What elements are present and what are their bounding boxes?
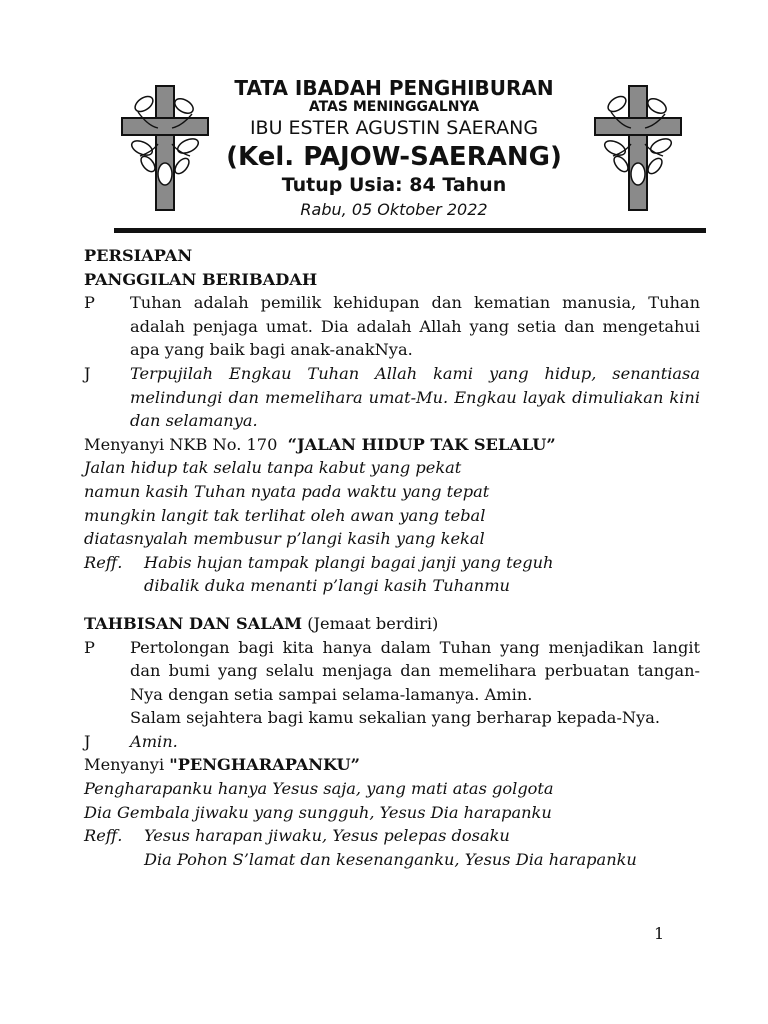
congregation-line (84, 362, 700, 433)
congregation-text: Terpujilah Engkau Tuhan Allah kami yang hidup, senantiasa melindungi dan memelihara umat-Mu. Engkau layak dimuliakan kini dan selamanya. (130, 363, 700, 431)
document-subtitle: ATAS MENINGGALNYA (308, 99, 480, 115)
refrain-line: dibalik duka menanti p’langi kasih Tuhanmu (144, 576, 510, 596)
document-title: TATA IBADAH PENGHIBURAN (234, 76, 554, 100)
section-heading-line (84, 612, 700, 636)
leader-text: Salam sejahtera bagi kamu sekalian yang berharap kepada-Nya. (130, 708, 661, 728)
speaker-label: J (84, 731, 91, 751)
song-prefix: Menyanyi NKB No. 170 (84, 434, 288, 454)
deceased-name: IBU ESTER AGUSTIN SAERANG (249, 117, 539, 139)
leader-text: Pertolongan bagi kita hanya dalam Tuhan yang menjadikan langit dan bumi yang selalu menjaga dan memelihara perbuatan tangan-Nya dengan setia sampai selama-lamanya. Amin. (130, 637, 700, 704)
refrain-line: Yesus harapan jiwaku, Yesus pelepas dosaku (144, 826, 510, 846)
leader-text: Tuhan adalah pemilik kehidupan dan kematian manusia, Tuhan adalah penjaga umat. Dia adalah Allah yang setia dan mengetahui apa yang baik bagi anak-anakNya. (130, 293, 700, 360)
refrain-line: Dia Pohon S’lamat dan kesenanganku, Yesus Dia harapanku (144, 849, 637, 869)
document-header (0, 0, 768, 240)
section-heading: PERSIAPAN (84, 246, 193, 265)
speaker-label: J (84, 363, 91, 383)
refrain-label: Reff. (84, 826, 123, 846)
speaker-label: P (84, 293, 95, 313)
lyric-line: diatasnyalah membusur p’langi kasih yang kekal (84, 529, 485, 549)
refrain (84, 551, 700, 575)
speaker-label: P (84, 637, 95, 657)
congregation-text: Amin. (130, 731, 178, 751)
age-line: Tutup Usia: 84 Tahun (281, 174, 507, 196)
song-line (84, 753, 700, 777)
section-heading: TAHBISAN DAN SALAM (84, 613, 303, 633)
song-prefix: Menyanyi (84, 755, 170, 775)
leader-line (84, 291, 700, 362)
lyric-line: mungkin langit tak terlihat oleh awan yang tebal (84, 505, 486, 525)
lyric-line: namun kasih Tuhan nyata pada waktu yang tepat (84, 481, 490, 501)
section-note: (Jemaat berdiri) (302, 613, 439, 633)
date-line: Rabu, 05 Oktober 2022 (300, 200, 488, 219)
refrain-label: Reff. (84, 552, 123, 572)
section-heading: PANGGILAN BERIBADAH (84, 269, 318, 289)
lyric-line: Pengharapanku hanya Yesus saja, yang mati atas golgota (84, 779, 554, 799)
congregation-line (84, 730, 700, 754)
song-title: "PENGHARAPANKU” (169, 755, 360, 775)
lyric-line: Dia Gembala jiwaku yang sungguh, Yesus Dia harapanku (84, 802, 552, 822)
refrain (84, 824, 700, 848)
leader-line (84, 636, 700, 730)
header-divider (114, 228, 706, 233)
song-line (84, 433, 700, 457)
refrain-line: Habis hujan tampak plangi bagai janji yang teguh (144, 552, 554, 572)
song-title: “JALAN HIDUP TAK SELALU” (287, 434, 556, 454)
lyric-line: Jalan hidup tak selalu tanpa kabut yang pekat (84, 458, 462, 478)
page-number: 1 (654, 924, 665, 943)
liturgy-content (84, 244, 700, 871)
family-name: (Kel. PAJOW-SAERANG) (226, 142, 562, 172)
